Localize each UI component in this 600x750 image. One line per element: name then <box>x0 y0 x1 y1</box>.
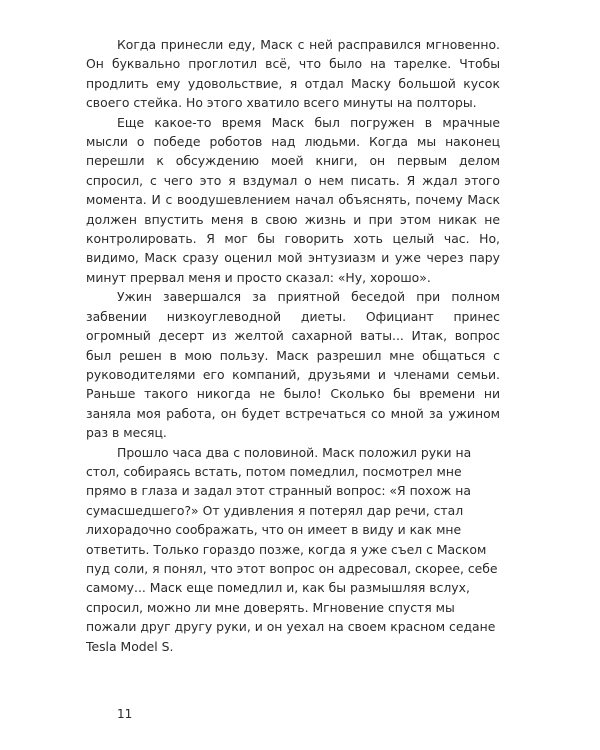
paragraph-3: Ужин завершался за приятной беседой при полном забвении низкоуглеводной диеты. Официант принес огромный десерт из желтой сахарной ваты... Итак, вопрос был решен в мою пользу. Маск разрешил мне общаться с руководителями его компаний, друзьями и членами семьи. Раньше такого никогда не было! Сколько бы времени ни заняла моя работа, он будет встречаться со мной за ужином раз в месяц. <box>86 289 500 441</box>
paragraph-2: Еще какое-то время Маск был погружен в мрачные мысли о победе роботов над людьми. Когда мы наконец перешли к обсуждению моей книги, он первым делом спросил, с чего это я вздумал о нем писать. Я ждал этого момента. И с воодушевлением начал объяснять, почему Маск должен впустить меня в свою жизнь и при этом никак не контролировать. Я мог бы говорить хоть целый час. Но, видимо, Маск сразу оценил мой энтузиазм и уже через пару минут прервал меня и просто сказал: «Ну, хорошо». <box>86 114 500 285</box>
paragraph-1: Когда принесли еду, Маск с ней расправился мгновенно. Он буквально проглотил всё, что было на тарелке. Чтобы продлить ему удовольствие, я отдал Маску большой кусок своего стейка. Но этого хватило всего минуты на полторы. <box>86 37 500 111</box>
page-number: 11 <box>117 707 133 721</box>
paragraph-4: Прошло часа два с половиной. Маск положил руки на стол, собираясь встать, потом помедлил, посмотрел мне прямо в глаза и задал этот странный вопрос: «Я похож на сумасшедшего?» От удивления я потерял дар речи, стал лихорадочно соображать, что он имеет в виду и как мне ответить. Только гораздо позже, когда я уже съел с Маском пуд соли, я понял, что этот вопрос он адресовал, скорее, себе самому... Маск еще помедлил и, как бы размышляя вслух, спросил, можно ли мне доверять. Мгновение спустя мы пожали друг другу руки, и он уехал на своем красном седане Tesla Model S. <box>86 444 498 654</box>
body-text <box>86 35 500 656</box>
